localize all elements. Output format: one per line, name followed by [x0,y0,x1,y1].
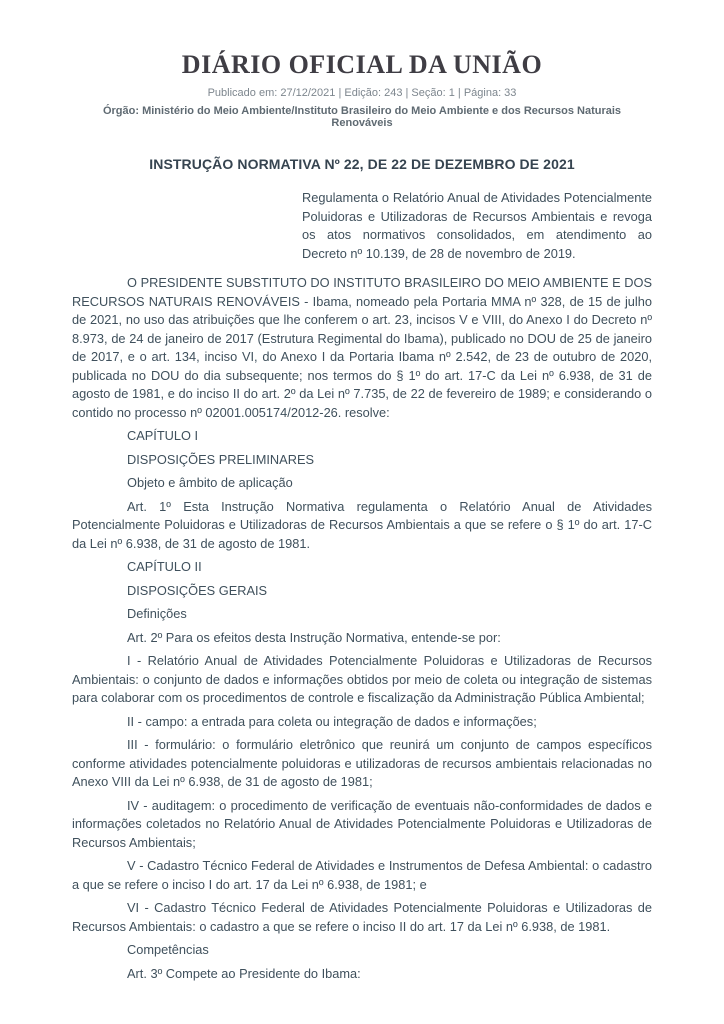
act-body [72,274,652,983]
heading-chapter-1: CAPÍTULO I [127,428,199,443]
heading-chapter-2: CAPÍTULO II [127,559,202,574]
paragraph-art-3: Art. 3º Compete ao Presidente do Ibama: [127,965,361,981]
heading-competencies: Competências [127,942,209,957]
item-iv: IV - auditagem: o procedimento de verificação de eventuais não-conformidades de dados e informações coletados no Relatório Anual de Atividades Potencialmente Poluidoras e Utilizadoras de Recursos Ambientais; [72,797,652,850]
item-v: V - Cadastro Técnico Federal de Atividades e Instrumentos de Defesa Ambiental: o cadastro a que se refere o inciso I do art. 17 da Lei nº 6.938, de 1981; e [72,858,652,892]
paragraph-art-2: Art. 2º Para os efeitos desta Instrução Normativa, entende-se por: [127,629,501,645]
item-i: I - Relatório Anual de Atividades Potencialmente Poluidoras e Utilizadoras de Recursos Ambientais: o conjunto de dados e informações obtidos por meio de coleta ou integração de sistemas para colaborar com os procedimentos de controle e fiscalização da Administração Pública Ambiental; [72,653,652,705]
heading-general-provisions: DISPOSIÇÕES GERAIS [127,582,268,598]
heading-object-scope: Objeto e âmbito de aplicação [127,475,293,490]
item-ii: II - campo: a entrada para coleta ou integração de dados e informações; [127,713,537,729]
item-vi: VI - Cadastro Técnico Federal de Atividades Potencialmente Poluidoras e Utilizadoras de Recursos Ambientais: o cadastro a que se refere o inciso II do art. 17 da Lei nº 6.938, de 1981. [72,900,652,934]
heading-preliminary-provisions: DISPOSIÇÕES PRELIMINARES [127,451,315,467]
paragraph-art-1: Art. 1º Esta Instrução Normativa regulamenta o Relatório Anual de Atividades Potencialmente Poluidoras e Utilizadoras de Recursos Ambientais a que se refere o § 1º do art. 17-C da Lei nº 6.938, de 31 de agosto de 1981. [72,498,652,551]
heading-definitions: Definições [127,606,187,621]
item-iii: III - formulário: o formulário eletrônico que reunirá um conjunto de campos específicos conforme atividades potencialmente poluidoras e utilizadoras de recursos ambientais relacionadas no Anexo VIII da Lei nº 6.938, de 31 de agosto de 1981; [72,737,652,789]
act-title: INSTRUÇÃO NORMATIVA Nº 22, DE 22 DE DEZEMBRO DE 2021 [149,156,575,172]
publication-metadata: Publicado em: 27/12/2021 | Edição: 243 | Seção: 1 | Página: 33 [207,87,517,99]
paragraph-preamble: O PRESIDENTE SUBSTITUTO DO INSTITUTO BRASILEIRO DO MEIO AMBIENTE E DOS RECURSOS NATURAIS RENOVÁVEIS - Ibama, nomeado pela Portaria MMA nº 328, de 15 de julho de 2021, no uso das atribuições que lhe conferem o art. 23, incisos V e VIII, do Anexo I do Decreto nº 8.973, de 24 de janeiro de 2017 (Estrutura Regimental do Ibama), publicado no DOU de 25 de janeiro de 2017, e o art. 134, inciso VI, do Anexo I da Portaria Ibama nº 2.542, de 23 de outubro de 2020, publicada no DOU do dia subsequente; nos termos do § 1º do art. 17-C da Lei nº 6.938, de 31 de agosto de 1981, e do inciso II do art. 2º da Lei nº 7.735, de 22 de fevereiro de 1989; e considerando o contido no processo nº 02001.005174/2012-26. resolve: [72,275,652,420]
issuing-organ: Órgão: Ministério do Meio Ambiente/Instituto Brasileiro do Meio Ambiente e dos Recursos Naturais Renováveis [102,105,622,129]
gazette-title: DIÁRIO OFICIAL DA UNIÃO [181,50,543,79]
act-summary-ementa: Regulamenta o Relatório Anual de Atividades Potencialmente Poluidoras e Utilizadoras de Recursos Ambientais e revoga os atos normativos consolidados, em atendimento ao Decreto nº 10.139, de 28 de novembro de 2019. [302,190,652,261]
gazette-masthead [72,50,652,129]
